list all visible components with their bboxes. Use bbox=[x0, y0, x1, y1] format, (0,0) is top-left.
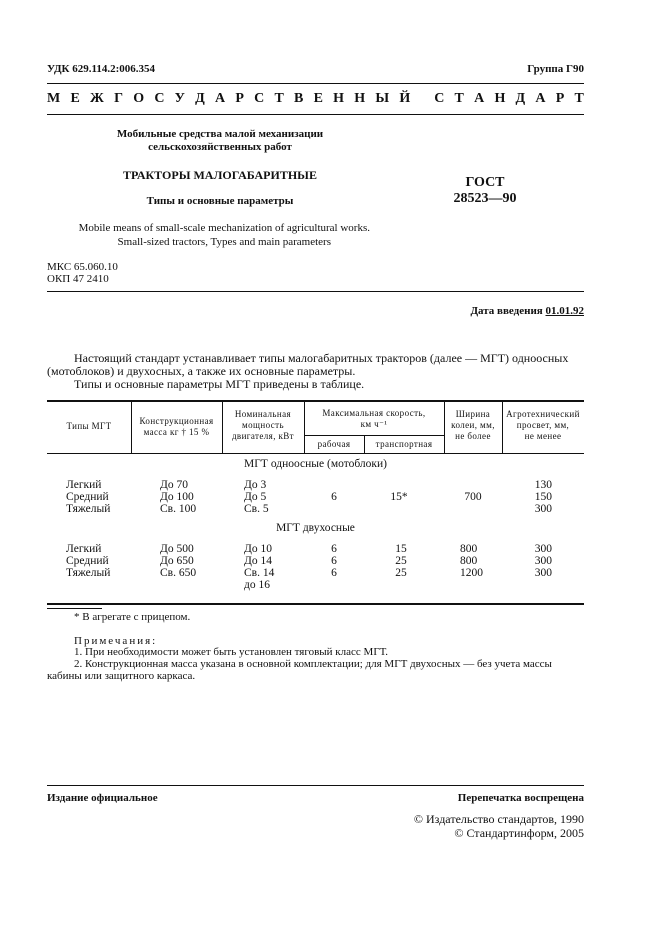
title-line-2: сельскохозяйственных работ bbox=[148, 141, 292, 153]
banner-letter: Т bbox=[274, 91, 284, 106]
banner-letter: Ы bbox=[375, 91, 390, 106]
table-bottom-rule bbox=[47, 603, 584, 605]
s1-mass bbox=[160, 479, 196, 515]
codes-rule bbox=[47, 291, 584, 292]
th-speed-transport: транспортная bbox=[375, 439, 433, 449]
udk-code: УДК 629.114.2:006.354 bbox=[47, 63, 156, 75]
section2-title: МГТ двухосные bbox=[276, 522, 355, 534]
table-cell: Легкий bbox=[66, 543, 102, 555]
table-cell: До 650 bbox=[160, 555, 194, 567]
banner-letter: М bbox=[47, 91, 61, 106]
table-cell: 150 bbox=[534, 491, 552, 503]
s2-types bbox=[66, 543, 110, 579]
subtitle: Типы и основные параметры bbox=[146, 195, 294, 207]
gost-number: 28523—90 bbox=[453, 191, 517, 206]
table-cell: Св. 5 bbox=[244, 503, 269, 515]
table-cell: 6 bbox=[331, 543, 337, 555]
table-cell: Средний bbox=[66, 491, 109, 503]
gost-label: ГОСТ bbox=[465, 175, 505, 190]
table-cell: 6 bbox=[331, 491, 337, 503]
table-cell: 300 bbox=[534, 543, 552, 555]
banner-letter: А bbox=[535, 91, 546, 106]
banner-letter: У bbox=[174, 91, 185, 106]
table-cell: До 10 bbox=[244, 543, 272, 555]
banner-gap bbox=[420, 91, 424, 107]
s2-track bbox=[460, 543, 483, 579]
banner-letter: Ж bbox=[90, 91, 104, 106]
th-mass-2: масса кг † 15 % bbox=[143, 427, 210, 437]
banner-letter: Т bbox=[454, 91, 464, 106]
th-type: Типы МГТ bbox=[66, 421, 112, 431]
banner-letter: А bbox=[215, 91, 226, 106]
s1-track bbox=[444, 491, 502, 503]
s2-speed-transport bbox=[364, 543, 438, 579]
banner-title bbox=[47, 91, 584, 107]
s1-clearance bbox=[520, 479, 552, 515]
copyright-2: © Стандартинформ, 2005 bbox=[454, 826, 584, 840]
table-cell: до 16 bbox=[244, 579, 270, 591]
th-track-2: колеи, мм, bbox=[451, 420, 495, 430]
banner-letter: Е bbox=[313, 91, 323, 106]
s1-speed-work bbox=[304, 491, 364, 503]
table-cell: 300 bbox=[534, 503, 552, 515]
footer-rule bbox=[47, 785, 584, 786]
banner-letter: О bbox=[133, 91, 145, 106]
table-header-rule bbox=[47, 453, 584, 454]
banner-letter: Д bbox=[195, 91, 205, 106]
table-cell: До 100 bbox=[160, 491, 194, 503]
banner-letter: С bbox=[254, 91, 265, 106]
copyright-1: © Издательство стандартов, 1990 bbox=[413, 812, 584, 826]
table-cell: 300 bbox=[534, 567, 552, 579]
mks-code: МКС 65.060.10 bbox=[47, 261, 118, 273]
table-cell: До 5 bbox=[244, 491, 267, 503]
th-track-3: не более bbox=[455, 431, 491, 441]
banner-letter: С bbox=[434, 91, 445, 106]
banner-letter: Н bbox=[333, 91, 345, 106]
banner-letter: С bbox=[154, 91, 165, 106]
th-track-1: Ширина bbox=[455, 409, 491, 419]
table-cell: Св. 650 bbox=[160, 567, 197, 579]
table-cell: 800 bbox=[460, 543, 478, 555]
table-cell: 25 bbox=[395, 567, 407, 579]
th-power-1: Номинальная bbox=[234, 409, 292, 419]
th-speed-work: рабочая bbox=[317, 439, 351, 449]
table-cell: Св. 100 bbox=[160, 503, 197, 515]
s1-power bbox=[244, 479, 269, 515]
th-power-2: мощность bbox=[242, 420, 284, 430]
okp-code: ОКП 47 2410 bbox=[47, 273, 109, 285]
table-cell: 800 bbox=[460, 555, 478, 567]
table-cell: До 70 bbox=[160, 479, 188, 491]
table-cell: 300 bbox=[534, 555, 552, 567]
para1-line1: Настоящий стандарт устанавливает типы малогабаритных тракторов (далее — МГТ) одноосных bbox=[74, 351, 569, 365]
header-rule bbox=[47, 83, 584, 84]
speed-sub-rule bbox=[304, 435, 444, 436]
banner-letter: Г bbox=[114, 91, 123, 106]
banner-rule bbox=[47, 114, 584, 115]
table-cell: До 14 bbox=[244, 555, 272, 567]
s1-speed-transport bbox=[364, 491, 434, 503]
para1-line2: (мотоблоков) и двухосных, а также их основные параметры. bbox=[47, 364, 356, 378]
th-clear-2: просвет, мм, bbox=[516, 420, 570, 430]
banner-letter: Е bbox=[70, 91, 80, 106]
official-edition: Издание официальное bbox=[47, 792, 158, 804]
table-cell: Средний bbox=[66, 555, 109, 567]
s2-power bbox=[244, 543, 274, 591]
banner-letter: Р bbox=[555, 91, 565, 106]
banner-letter: Т bbox=[574, 91, 584, 106]
banner-letter: Й bbox=[399, 91, 411, 106]
footnote-rule bbox=[47, 608, 102, 609]
s2-clearance bbox=[520, 543, 552, 579]
table-cell: 6 bbox=[331, 555, 337, 567]
note-1: 1. При необходимости может быть установлен тяговый класс МГТ. bbox=[74, 646, 389, 658]
s2-mass bbox=[160, 543, 196, 579]
table-cell: 15* bbox=[390, 491, 408, 503]
th-speed-1: Максимальная скорость, bbox=[322, 408, 426, 418]
table-cell: 25 bbox=[395, 555, 407, 567]
table-cell: 700 bbox=[464, 491, 482, 503]
s1-types bbox=[66, 479, 110, 515]
banner-letter: Н bbox=[494, 91, 506, 106]
s2-speed-work bbox=[304, 543, 364, 579]
banner-letter: Н bbox=[354, 91, 366, 106]
intro-date-value: 01.01.92 bbox=[545, 305, 584, 317]
th-power-3: двигателя, кВт bbox=[231, 431, 295, 441]
english-title-2: Small-sized tractors, Types and main parameters bbox=[117, 236, 331, 248]
table-cell: Св. 14 bbox=[244, 567, 275, 579]
table-cell: Тяжелый bbox=[66, 503, 111, 515]
table-top-rule bbox=[47, 400, 584, 402]
table-cell: 1200 bbox=[460, 567, 483, 579]
note-2-line1: 2. Конструкционная масса указана в основной комплектации; для МГТ двухосных — без учета массы bbox=[74, 658, 552, 670]
table-cell: 15 bbox=[395, 543, 407, 555]
main-title: ТРАКТОРЫ МАЛОГАБАРИТНЫЕ bbox=[123, 168, 317, 182]
th-mass-1: Конструкционная bbox=[139, 416, 214, 426]
banner-letter: Р bbox=[235, 91, 244, 106]
group-code: Группа Г90 bbox=[527, 63, 584, 75]
footnote: * В агрегате с прицепом. bbox=[74, 611, 191, 623]
title-line-1: Мобильные средства малой механизации bbox=[116, 128, 324, 140]
banner-letter: В bbox=[294, 91, 304, 106]
section1-title: МГТ одноосные (мотоблоки) bbox=[244, 458, 387, 470]
table-cell: До 3 bbox=[244, 479, 267, 491]
reprint-prohibited: Перепечатка воспрещена bbox=[457, 792, 584, 804]
table-cell: Тяжелый bbox=[66, 567, 111, 579]
th-clear-3: не менее bbox=[524, 431, 562, 441]
intro-date bbox=[470, 305, 584, 317]
notes-title: Примечания: bbox=[74, 635, 158, 647]
banner-letter: А bbox=[474, 91, 485, 106]
th-speed-2: км ч⁻¹ bbox=[360, 419, 388, 429]
para2: Типы и основные параметры МГТ приведены в таблице. bbox=[74, 377, 365, 391]
th-clear-1: Агротехнический bbox=[506, 409, 580, 419]
table-cell: 6 bbox=[331, 567, 337, 579]
banner-letter: Д bbox=[515, 91, 526, 106]
table-cell: До 500 bbox=[160, 543, 194, 555]
english-title-1: Mobile means of small-scale mechanization of agricultural works. bbox=[78, 222, 370, 234]
table-cell: 130 bbox=[534, 479, 552, 491]
note-2-line2: кабины или защитного каркаса. bbox=[47, 670, 196, 682]
table-cell: Легкий bbox=[66, 479, 102, 491]
intro-date-label: Дата введения bbox=[470, 305, 543, 317]
